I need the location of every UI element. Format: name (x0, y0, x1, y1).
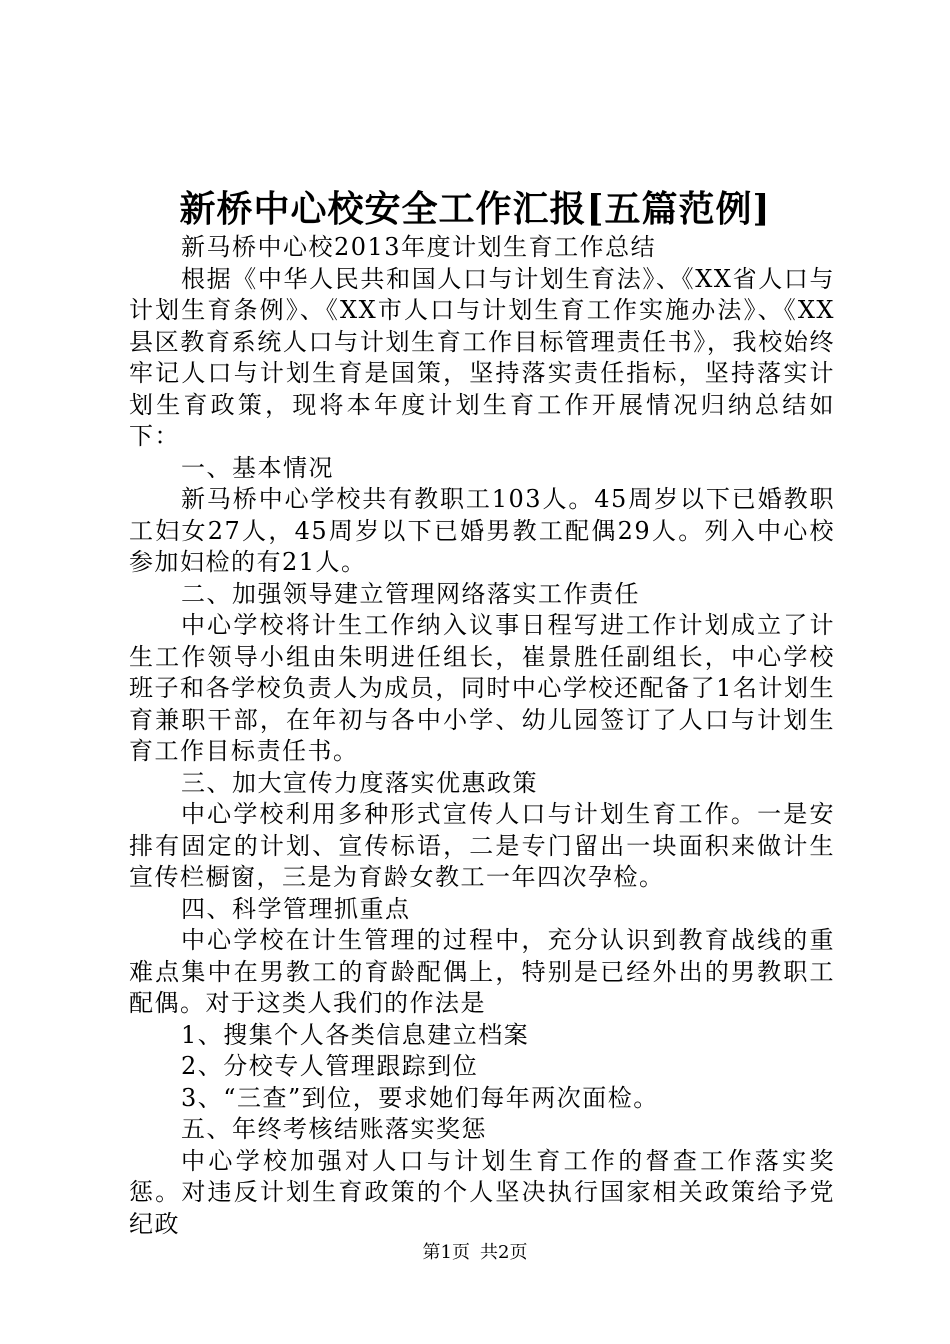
paragraph-section-2: 中心学校将计生工作纳入议事日程写进工作计划成立了计生工作领导小组由朱明进任组长，崔景胜任副组长，中心学校班子和各学校负责人为成员，同时中心学校还配备了1名计划生育兼职干部，在年初与各中小学、幼儿园签订了人口与计划生育工作目标责任书。 (129, 611, 835, 765)
paragraph-section-1: 新马桥中心学校共有教职工103人。45周岁以下已婚教职工妇女27人，45周岁以下已婚男教工配偶29人。列入中心校参加妇检的有21人。 (129, 485, 835, 576)
document-body (129, 232, 835, 1240)
paragraph-intro: 根据《中华人民共和国人口与计划生育法》、《XX省人口与计划生育条例》、《XX市人口与计划生育工作实施办法》、《XX县区教育系统人口与计划生育工作目标管理责任书》，我校始终牢记人口与计划生育是国策，坚持落实责任指标，坚持落实计划生育政策，现将本年度计划生育工作开展情况归纳总结如下： (129, 264, 835, 450)
heading-section-3: 三、加大宣传力度落实优惠政策 (181, 768, 538, 797)
paragraph-section-4: 中心学校在计生管理的过程中，充分认识到教育战线的重难点集中在男教工的育龄配偶上，特别是已经外出的男教职工配偶。对于这类人我们的作法是 (129, 926, 835, 1017)
list-item-2: 2、分校专人管理跟踪到位 (181, 1052, 479, 1080)
page-footer (0, 1241, 950, 1265)
document-title: 新桥中心校安全工作汇报[五篇范例] (179, 188, 771, 230)
paragraph-section-3: 中心学校利用多种形式宣传人口与计划生育工作。一是安排有固定的计划、宣传标语，二是专门留出一块面积来做计生宣传栏橱窗，三是为育龄女教工一年四次孕检。 (129, 800, 835, 891)
list-item-1: 1、搜集个人各类信息建立档案 (181, 1020, 530, 1049)
list-item-3: 3、“三查”到位，要求她们每年两次面检。 (181, 1083, 659, 1112)
page-number-current: 第1页 (422, 1242, 470, 1263)
heading-section-5: 五、年终考核结账落实奖惩 (181, 1115, 487, 1143)
paragraph-subtitle: 新马桥中心校2013年度计划生育工作总结 (181, 233, 657, 261)
paragraph-section-5: 中心学校加强对人口与计划生育工作的督查工作落实奖惩。对违反计划生育政策的个人坚决执行国家相关政策给予党纪政 (129, 1146, 835, 1238)
page-number-total: 共2页 (480, 1242, 528, 1263)
heading-section-4: 四、科学管理抓重点 (181, 894, 411, 923)
heading-section-2: 二、加强领导建立管理网络落实工作责任 (181, 579, 640, 608)
heading-section-1: 一、基本情况 (181, 453, 334, 482)
